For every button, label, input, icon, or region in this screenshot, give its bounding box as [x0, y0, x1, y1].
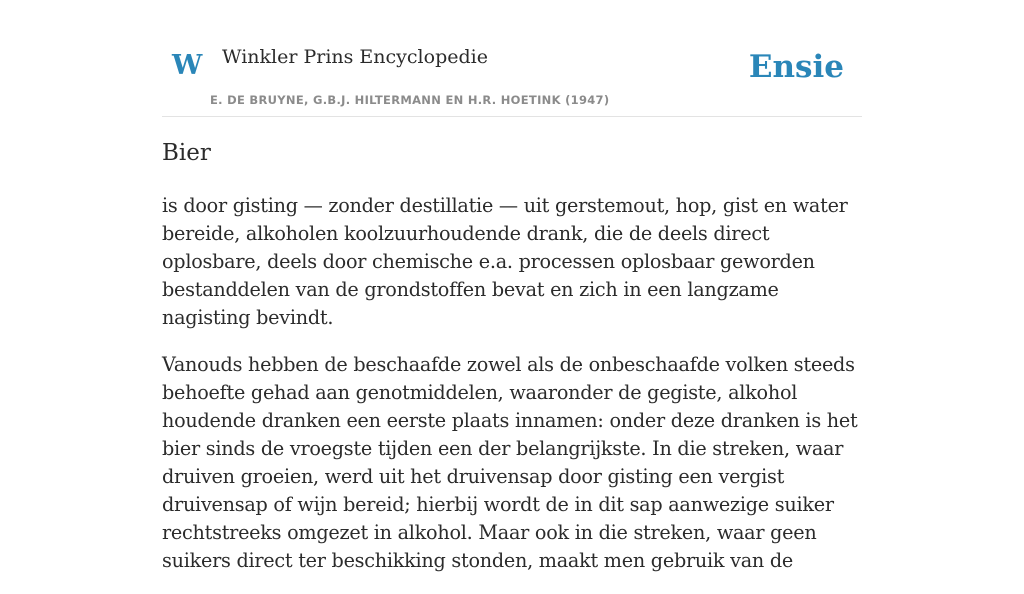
ensie-logo-link[interactable]: Ensie: [748, 49, 844, 85]
source-header: [162, 0, 862, 117]
source-authors: E. DE BRUYNE, G.B.J. HILTERMANN EN H.R. HOETINK (1947): [210, 93, 610, 107]
source-title[interactable]: Winkler Prins Encyclopedie: [222, 46, 488, 68]
article-paragraph: Vanouds hebben de beschaafde zowel als de onbeschaafde volken steeds behoefte gehad aan genotmiddelen, waaronder de gegiste, alkohol houdende dranken een eerste plaats innamen: onder deze dranken is het bier sinds de vroegste tijden een der belangrijkste. In die streken, waar druiven groeien, werd uit het druivensap door gisting een vergist druivensap of wijn bereid; hierbij wordt de in dit sap aanwezige suiker rechtstreeks omgezet in alkohol. Maar ook in die streken, waar geen suikers direct ter beschikking stonden, maakt men gebruik van de: [162, 353, 858, 572]
article-paragraph: is door gisting — zonder destillatie — uit gerstemout, hop, gist en water bereide, alkoholen koolzuurhoudende drank, die de deels direct oplosbare, deels door chemische e.a. processen oplosbaar geworden bestanddelen van de grondstoffen bevat en zich in een langzame nagisting bevindt.: [162, 194, 848, 329]
article-title: Bier: [162, 140, 211, 166]
page-container: [162, 0, 862, 572]
article-body: [162, 192, 862, 594]
source-logo[interactable]: W: [172, 50, 203, 81]
